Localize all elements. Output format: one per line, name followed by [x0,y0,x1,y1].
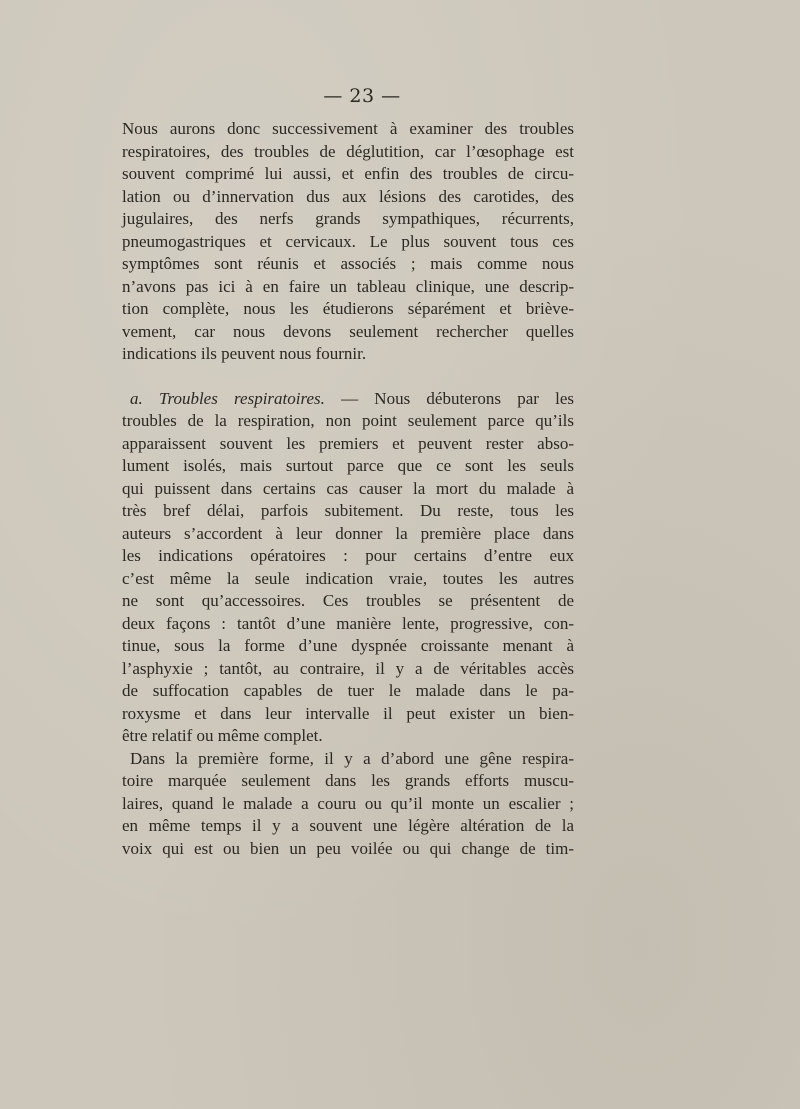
section-heading: a. Troubles respiratoires. [130,388,325,408]
text-line: apparaissent souvent les premiers et peuvent rester abso- [122,433,574,453]
page-number: — 23 — [323,85,401,107]
text-line: Dans la première forme, il y a d’abord une gêne respira- [130,748,574,768]
text-line: qui puissent dans certains cas causer la mort du malade à [122,478,574,498]
text-line: jugulaires, des nerfs grands sympathiques, récurrents, [122,209,574,228]
text-line: respiratoires, des troubles de déglutition, car l’œsophage est [122,141,574,161]
text-line: deux façons : tantôt d’une manière lente, progressive, con- [122,613,574,633]
text-line: tinue, sous la forme d’une dyspnée croissante menant à [122,636,574,655]
text-line: lation ou d’innervation dus aux lésions des carotides, des [122,186,574,206]
text-line: de suffocation capables de tuer le malade dans le pa- [122,681,574,700]
text-line: les indications opératoires : pour certains d’entre eux [122,546,574,565]
text-line: tion complète, nous les étudierons séparément et briève- [122,299,574,318]
text-fragment: — Nous débuterons par les [324,388,575,408]
text-line: ne sont qu’accessoires. Ces troubles se présentent de [122,591,574,610]
text-line: vement, car nous devons seulement rechercher quelles [122,321,574,341]
paragraph-gap [122,366,574,388]
text-line: n’avons pas ici à en faire un tableau clinique, une descrip- [122,276,574,296]
text-line: souvent comprimé lui aussi, et enfin des troubles de circu- [122,164,574,183]
text-line: indications ils peuvent nous fournir. [122,344,367,363]
text-line: en même temps il y a souvent une légère altération de la [122,816,574,835]
text-line: très bref délai, parfois subitement. Du reste, tous les [122,501,574,520]
text-line: Nous aurons donc successivement à examiner des troubles [122,119,574,138]
text-line: c’est même la seule indication vraie, toutes les autres [122,568,574,588]
text-line: l’asphyxie ; tantôt, au contraire, il y a de véritables accès [122,658,574,678]
text-line: pneumogastriques et cervicaux. Le plus souvent tous ces [122,231,574,251]
text-line: lument isolés, mais surtout parce que ce sont les seuls [122,456,574,475]
text-line: laires, quand le malade a couru ou qu’il monte un escalier ; [122,793,574,813]
text-line: toire marquée seulement dans les grands efforts muscu- [122,771,574,790]
text-line: voix qui est ou bien un peu voilée ou qui change de tim- [122,838,574,858]
text-line: symptômes sont réunis et associés ; mais comme nous [122,254,574,273]
text-line: auteurs s’accordent à leur donner la première place dans [122,523,574,543]
text-line: roxysme et dans leur intervalle il peut exister un bien- [122,703,574,723]
section-first-line [122,388,574,411]
text-line: troubles de la respiration, non point seulement parce qu’ils [122,411,574,430]
body-text [122,118,574,860]
text-line: être relatif ou même complet. [122,726,323,745]
